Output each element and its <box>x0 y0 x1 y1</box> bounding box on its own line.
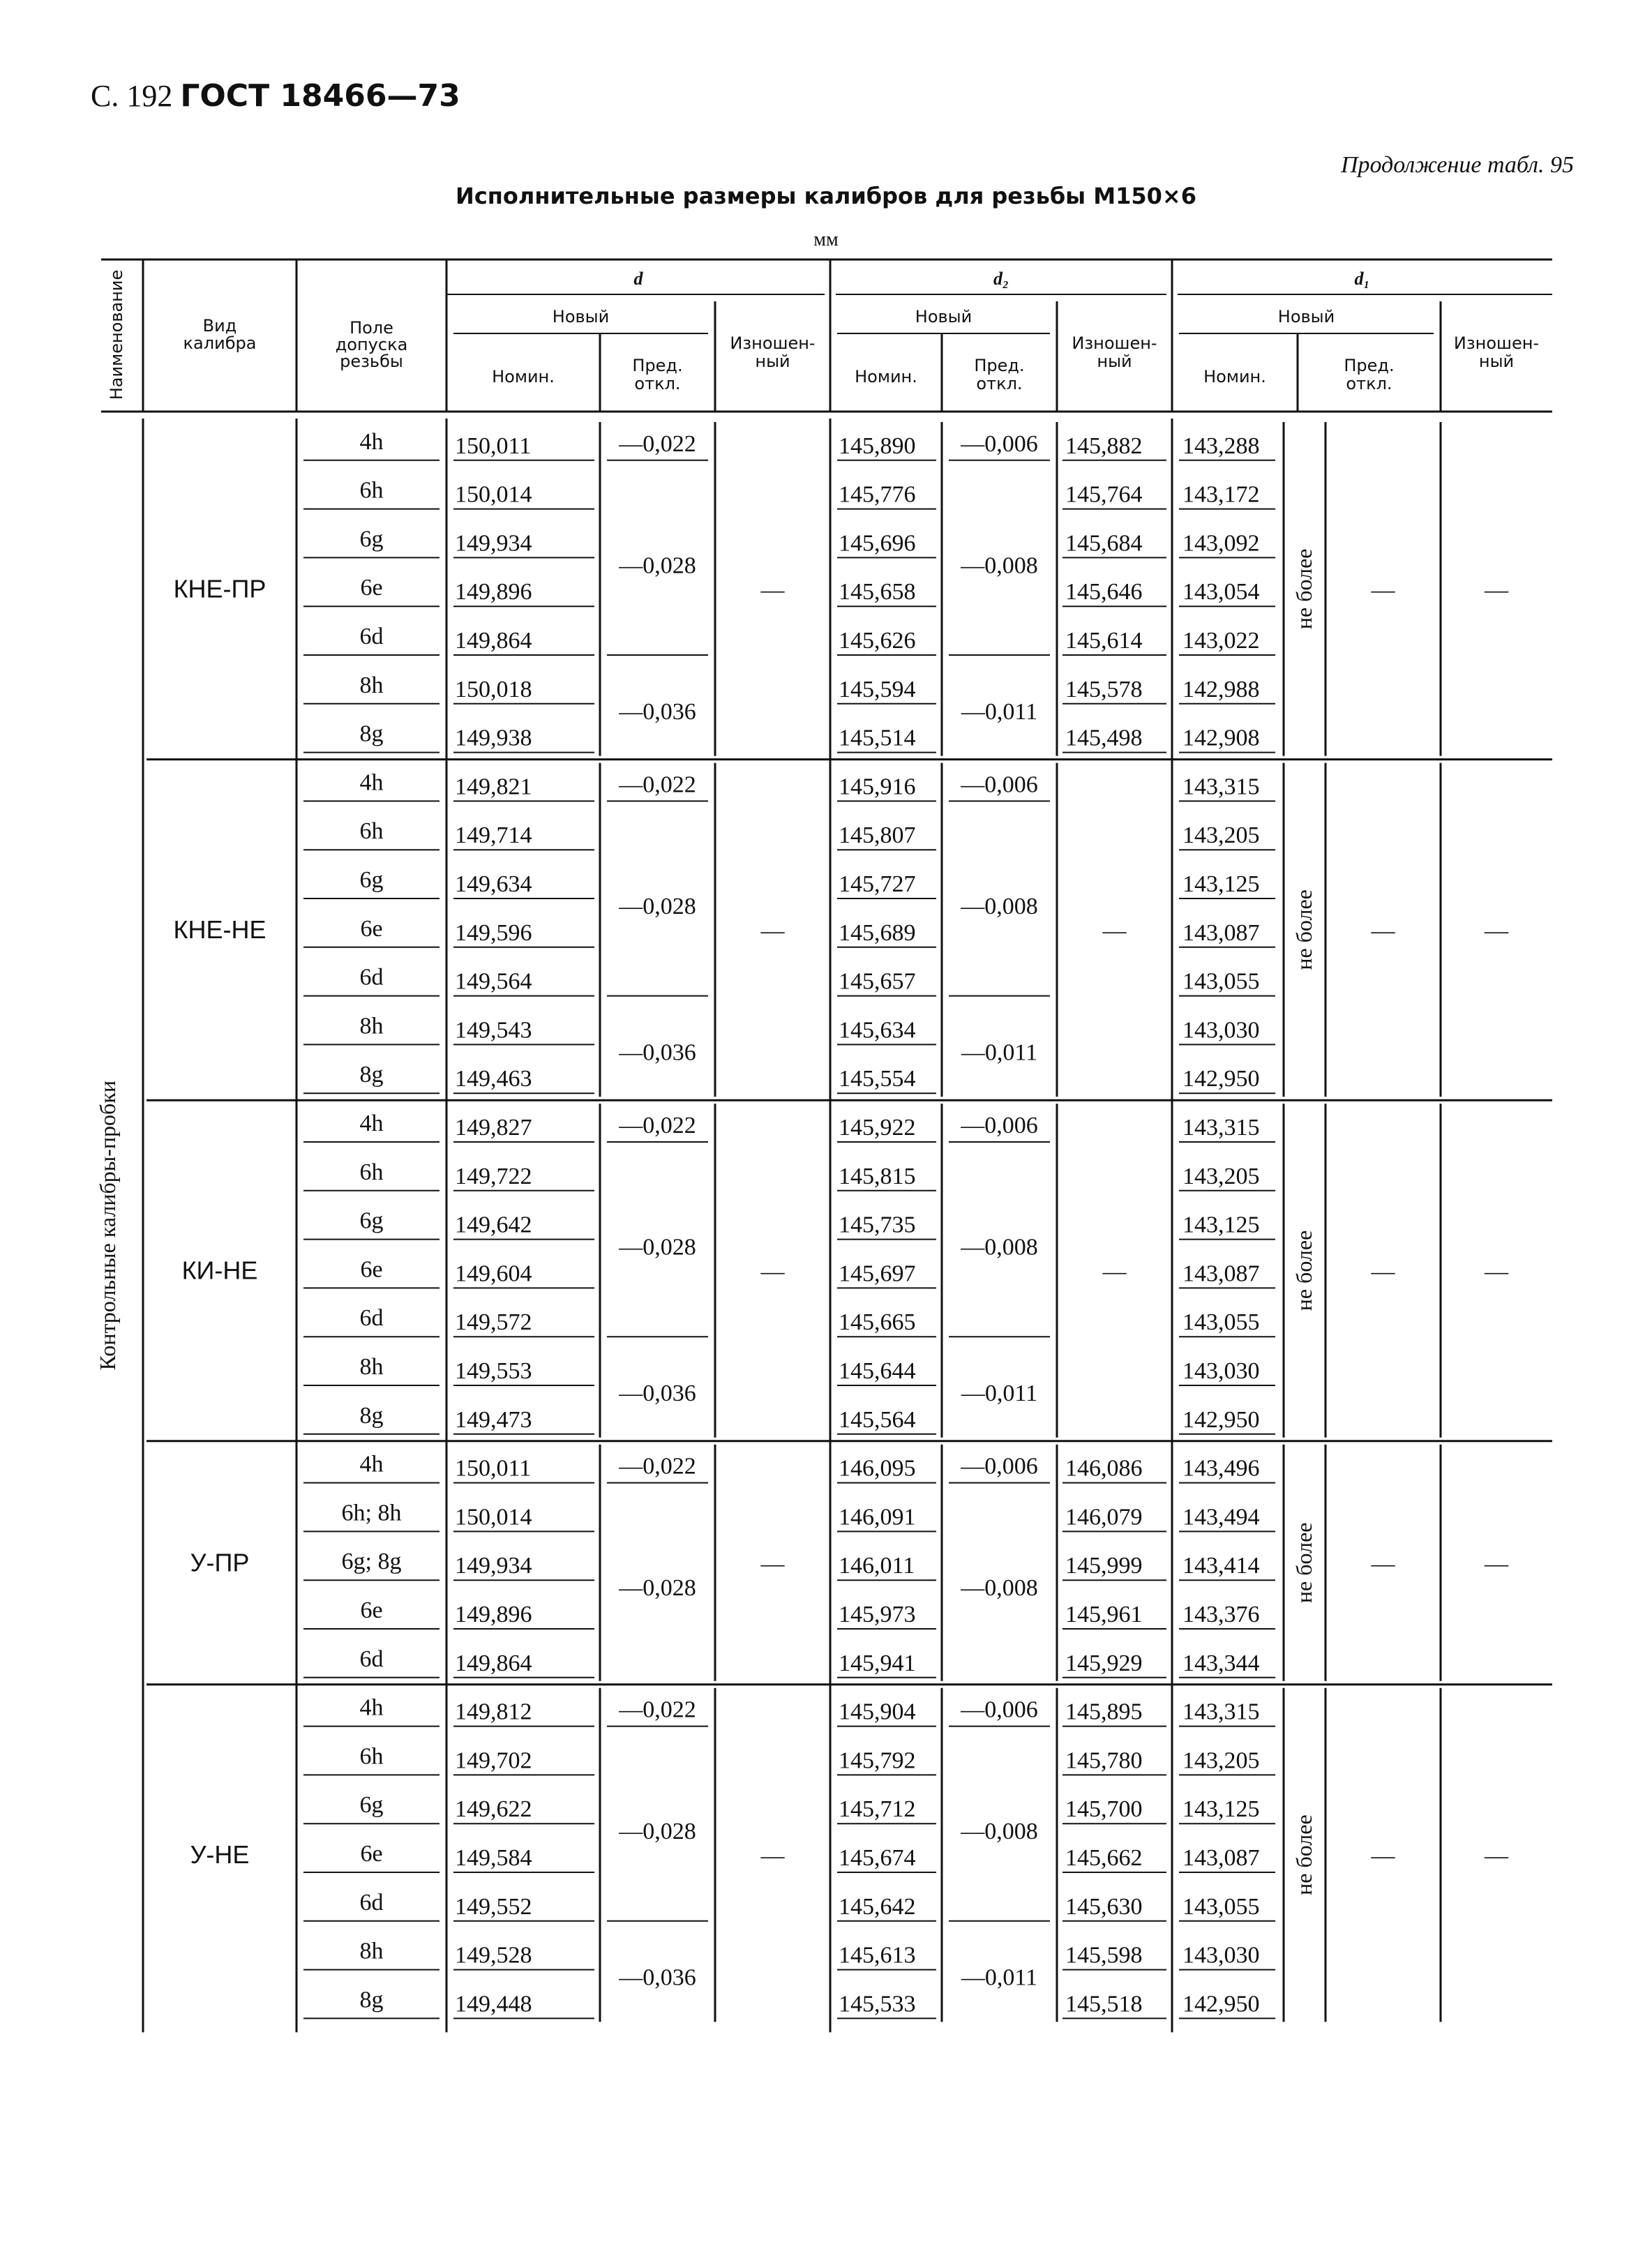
d-nominal: 149,812 <box>455 1699 532 1725</box>
d2-nominal: 145,642 <box>839 1893 916 1920</box>
d-nominal: 149,896 <box>455 1602 532 1627</box>
d2-nominal: 145,657 <box>839 968 916 995</box>
d-nominal: 149,463 <box>455 1066 532 1092</box>
gauge-name: У-НЕ <box>190 1840 250 1870</box>
tolerance-field: 6e <box>360 915 383 942</box>
tolerance-field: 6h <box>359 818 384 845</box>
header-d1: d₁ <box>1354 269 1370 289</box>
d-worn-dash: — <box>760 577 785 603</box>
d2-deviation: —0,011 <box>961 1964 1038 1991</box>
header-naimenovanie: Наименование <box>107 269 126 400</box>
d2-nominal: 145,665 <box>839 1309 916 1336</box>
header-pred: Пред. <box>1344 356 1395 375</box>
d2-nominal: 145,533 <box>839 1991 916 2017</box>
d2-nominal: 145,626 <box>839 628 916 654</box>
header-iznoshen: ный <box>755 352 790 371</box>
d-nominal: 149,827 <box>455 1115 532 1141</box>
header-pred: Пред. <box>974 356 1025 375</box>
d1-nominal: 143,030 <box>1182 1358 1260 1384</box>
d2-worn: 145,498 <box>1065 725 1143 751</box>
d2-deviation: —0,006 <box>961 1113 1038 1139</box>
d2-deviation: —0,011 <box>961 1039 1038 1066</box>
d1-nominal: 143,315 <box>1182 774 1260 800</box>
tolerance-field: 8g <box>359 721 384 747</box>
d1-nominal: 143,494 <box>1182 1504 1260 1530</box>
header-pred: откл. <box>634 374 681 393</box>
d2-nominal: 145,727 <box>839 871 916 897</box>
d1-deviation-dash: — <box>1371 1551 1395 1577</box>
d-worn-dash: — <box>760 917 785 944</box>
d2-nominal: 145,564 <box>839 1406 916 1433</box>
tolerance-field: 6d <box>359 1646 384 1672</box>
tolerance-field: 6d <box>359 1889 384 1916</box>
d2-nominal: 146,095 <box>839 1455 916 1482</box>
d2-worn: 145,999 <box>1065 1553 1143 1579</box>
d1-nominal: 143,288 <box>1182 433 1260 459</box>
d-nominal: 149,584 <box>455 1845 532 1871</box>
d1-worn-dash: — <box>1485 1258 1508 1285</box>
tolerance-field: 6e <box>360 1841 383 1867</box>
d2-nominal: 145,697 <box>839 1261 916 1287</box>
tolerance-field: 4h <box>359 1694 384 1721</box>
d1-deviation-dash: — <box>1371 577 1395 603</box>
tolerance-field: 8h <box>359 1938 384 1964</box>
tolerance-field: 6d <box>359 1305 384 1332</box>
d2-nominal: 145,658 <box>839 579 916 606</box>
d2-worn: 146,086 <box>1065 1455 1143 1482</box>
d-nominal: 149,934 <box>455 1553 532 1579</box>
d-worn-dash: — <box>760 1258 785 1285</box>
tolerance-field: 8g <box>359 1062 384 1088</box>
d2-nominal: 145,594 <box>839 676 916 702</box>
header-vid: калибра <box>183 333 257 353</box>
d2-deviation: —0,006 <box>961 430 1038 457</box>
d1-nominal: 142,950 <box>1182 1991 1260 2017</box>
d2-nominal: 145,807 <box>839 822 916 849</box>
d-nominal: 149,622 <box>455 1796 532 1823</box>
d-nominal: 149,564 <box>455 968 532 995</box>
d-nominal: 150,018 <box>455 676 532 702</box>
header-iznoshen: Изношен- <box>1072 333 1157 353</box>
d1-nominal: 143,205 <box>1182 822 1260 849</box>
d1-nominal: 143,315 <box>1182 1115 1260 1141</box>
d1-deviation-dash: — <box>1371 1843 1395 1870</box>
d1-nominal: 143,344 <box>1182 1650 1260 1676</box>
d2-deviation: —0,008 <box>961 894 1038 919</box>
gauge-name: У-ПР <box>190 1548 250 1577</box>
d-deviation: —0,022 <box>619 430 696 457</box>
d2-worn: 145,780 <box>1065 1747 1143 1774</box>
row-group-label: Контрольные калибры-пробки <box>95 1081 120 1371</box>
d-nominal: 149,934 <box>455 530 532 557</box>
d-worn-dash: — <box>760 1551 785 1577</box>
page-number: С. 192 <box>91 79 173 113</box>
tolerance-field: 8h <box>359 672 384 698</box>
d2-nominal: 145,792 <box>839 1747 916 1774</box>
d2-worn: 145,614 <box>1065 628 1143 654</box>
d1-worn-dash: — <box>1485 577 1508 603</box>
header-noviy: Новый <box>1277 307 1335 326</box>
d2-deviation: —0,011 <box>961 698 1038 725</box>
d1-worn-dash: — <box>1485 917 1508 944</box>
tolerance-field: 8g <box>359 1402 384 1429</box>
d1-nominal: 142,950 <box>1182 1066 1260 1092</box>
d2-deviation: —0,006 <box>961 1453 1038 1480</box>
d2-deviation: —0,011 <box>961 1381 1038 1406</box>
d2-nominal: 145,689 <box>839 919 916 946</box>
d2-deviation: —0,008 <box>961 1819 1038 1845</box>
tolerance-field: 6h <box>359 477 384 504</box>
d-nominal: 149,864 <box>455 1650 532 1676</box>
d2-worn: 145,630 <box>1065 1893 1143 1920</box>
d2-worn-dash: — <box>1102 917 1127 944</box>
tolerance-field: 6g <box>359 1208 384 1234</box>
d2-deviation: —0,008 <box>961 1575 1038 1602</box>
tolerance-field: 8h <box>359 1354 384 1380</box>
d-nominal: 149,634 <box>455 871 532 897</box>
d-nominal: 149,864 <box>455 628 532 654</box>
d-nominal: 150,014 <box>455 481 532 508</box>
d-deviation: —0,028 <box>619 1819 696 1845</box>
tolerance-field: 6e <box>360 1256 383 1283</box>
d1-deviation-dash: — <box>1371 917 1395 944</box>
d2-worn: 145,578 <box>1065 676 1143 702</box>
d2-worn: 145,961 <box>1065 1602 1143 1627</box>
d1-nominal: 143,125 <box>1182 1796 1260 1823</box>
d1-nominal: 143,054 <box>1182 579 1260 606</box>
d1-worn-dash: — <box>1485 1843 1508 1870</box>
header-pole: допуска <box>335 335 408 354</box>
header-iznoshen: Изношен- <box>730 333 816 353</box>
d2-nominal: 145,916 <box>839 774 916 800</box>
tolerance-field: 4h <box>359 769 384 796</box>
d1-nominal: 143,496 <box>1182 1455 1260 1482</box>
header-d: d <box>633 269 643 289</box>
d-deviation: —0,036 <box>619 698 696 725</box>
d-deviation: —0,028 <box>619 552 696 579</box>
tolerance-field: 8g <box>359 1987 384 2013</box>
d-deviation: —0,028 <box>619 1234 696 1261</box>
d-nominal: 149,473 <box>455 1406 532 1433</box>
tolerance-field: 6d <box>359 964 384 991</box>
d-nominal: 149,642 <box>455 1212 532 1238</box>
header-vid: Вид <box>202 316 237 336</box>
d2-nominal: 145,890 <box>839 433 916 459</box>
header-pole: Поле <box>350 318 393 338</box>
d1-nominal: 142,988 <box>1182 676 1260 702</box>
d2-nominal: 146,011 <box>839 1553 915 1579</box>
d1-nominal: 143,055 <box>1182 1309 1260 1336</box>
d2-worn: 146,079 <box>1065 1504 1143 1530</box>
tolerance-field: 6e <box>360 575 383 601</box>
tolerance-field: 4h <box>359 428 384 455</box>
d-deviation: —0,022 <box>619 1453 696 1480</box>
ne-bolee-note: не более <box>1291 548 1316 630</box>
d-deviation: —0,036 <box>619 1381 696 1406</box>
header-pred: Пред. <box>632 356 683 375</box>
table-title: Исполнительные размеры калибров для резьбы М150×6 <box>456 183 1196 209</box>
d2-nominal: 145,735 <box>839 1212 916 1238</box>
d-nominal: 149,528 <box>455 1942 532 1969</box>
d-deviation: —0,028 <box>619 894 696 919</box>
d2-worn: 145,518 <box>1065 1991 1143 2017</box>
header-d2: d₂ <box>993 269 1009 289</box>
d2-nominal: 145,776 <box>839 481 916 508</box>
tolerance-field: 6d <box>359 624 384 649</box>
d2-deviation: —0,006 <box>961 772 1038 798</box>
d-nominal: 149,552 <box>455 1893 532 1920</box>
d-deviation: —0,036 <box>619 1964 696 1991</box>
d1-nominal: 143,125 <box>1182 871 1260 897</box>
d-nominal: 149,821 <box>455 774 532 800</box>
header-iznoshen: ный <box>1478 352 1515 371</box>
header-iznoshen: Изношен- <box>1453 333 1540 353</box>
tolerance-field: 6g; 8g <box>341 1549 402 1575</box>
d1-nominal: 143,092 <box>1182 530 1260 557</box>
d2-nominal: 145,644 <box>839 1358 916 1384</box>
d2-nominal: 146,091 <box>839 1504 916 1530</box>
d-nominal: 149,702 <box>455 1747 532 1774</box>
d1-nominal: 143,172 <box>1182 481 1260 508</box>
d-deviation: —0,028 <box>619 1575 696 1602</box>
d2-nominal: 145,554 <box>839 1066 916 1092</box>
d-nominal: 149,604 <box>455 1261 532 1287</box>
d2-nominal: 145,674 <box>839 1845 916 1871</box>
ne-bolee-note: не более <box>1291 1814 1316 1895</box>
d2-deviation: —0,008 <box>961 552 1038 579</box>
gauge-name: КНЕ-ПР <box>173 574 266 603</box>
d-nominal: 149,543 <box>455 1017 532 1044</box>
d2-worn: 145,929 <box>1065 1650 1143 1676</box>
header-noviy: Новый <box>552 307 610 326</box>
d-nominal: 149,938 <box>455 725 532 751</box>
d2-nominal: 145,696 <box>839 530 916 557</box>
ne-bolee-note: не более <box>1291 1230 1316 1311</box>
d1-nominal: 143,022 <box>1182 628 1260 654</box>
header-pred: откл. <box>1346 374 1392 393</box>
d-nominal: 149,572 <box>455 1309 532 1336</box>
d-nominal: 150,014 <box>455 1504 532 1530</box>
d2-nominal: 145,815 <box>839 1163 916 1189</box>
d-nominal: 149,722 <box>455 1163 532 1189</box>
table-continuation: Продолжение табл. 95 <box>1340 152 1574 178</box>
d2-nominal: 145,904 <box>839 1699 916 1725</box>
d-nominal: 149,448 <box>455 1991 532 2017</box>
d2-worn: 145,662 <box>1065 1845 1143 1871</box>
d-nominal: 149,596 <box>455 919 532 946</box>
header-iznoshen: ный <box>1097 352 1132 371</box>
d2-deviation: —0,008 <box>961 1234 1038 1261</box>
d2-worn-dash: — <box>1102 1258 1127 1285</box>
d1-nominal: 142,950 <box>1182 1406 1260 1433</box>
d2-worn: 145,684 <box>1065 530 1143 557</box>
d1-deviation-dash: — <box>1371 1258 1395 1285</box>
d-nominal: 149,553 <box>455 1358 532 1384</box>
d-worn-dash: — <box>760 1843 785 1870</box>
d1-nominal: 143,087 <box>1182 919 1260 946</box>
d1-nominal: 142,908 <box>1182 725 1260 751</box>
d2-worn: 145,882 <box>1065 433 1143 459</box>
d1-nominal: 143,055 <box>1182 968 1260 995</box>
d1-nominal: 143,315 <box>1182 1699 1260 1725</box>
header-noviy: Новый <box>915 307 973 326</box>
d2-worn: 145,764 <box>1065 481 1143 508</box>
tolerance-field: 8h <box>359 1013 384 1039</box>
d2-deviation: —0,006 <box>961 1697 1038 1723</box>
d1-nominal: 143,205 <box>1182 1747 1260 1774</box>
d-deviation: —0,022 <box>619 772 696 798</box>
d2-worn: 145,700 <box>1065 1796 1143 1823</box>
d1-nominal: 143,125 <box>1182 1212 1260 1238</box>
d-deviation: —0,036 <box>619 1039 696 1066</box>
d1-nominal: 143,055 <box>1182 1893 1260 1920</box>
d-nominal: 150,011 <box>455 1455 532 1482</box>
tolerance-field: 4h <box>359 1451 384 1477</box>
d2-nominal: 145,634 <box>839 1017 916 1044</box>
tolerance-field: 6h <box>359 1743 384 1770</box>
ne-bolee-note: не более <box>1291 1522 1316 1604</box>
tolerance-field: 6g <box>359 1792 384 1819</box>
d2-nominal: 145,613 <box>839 1942 916 1969</box>
tolerance-field: 6h; 8h <box>341 1500 402 1526</box>
tolerance-field: 6g <box>359 867 384 893</box>
d2-worn: 145,598 <box>1065 1942 1143 1969</box>
d1-nominal: 143,205 <box>1182 1163 1260 1189</box>
unit-label: мм <box>813 229 839 250</box>
d1-nominal: 143,087 <box>1182 1845 1260 1871</box>
d1-worn-dash: — <box>1485 1551 1508 1577</box>
header-pred: откл. <box>976 374 1023 393</box>
ne-bolee-note: не более <box>1291 889 1316 970</box>
tolerance-field: 4h <box>359 1111 384 1136</box>
d1-nominal: 143,030 <box>1182 1942 1260 1969</box>
header-nomin: Номин. <box>855 367 917 386</box>
d1-nominal: 143,414 <box>1182 1553 1260 1579</box>
tolerance-field: 6g <box>359 526 384 552</box>
d2-nominal: 145,941 <box>839 1650 916 1676</box>
d2-nominal: 145,514 <box>839 725 916 751</box>
gauge-name: КНЕ-НЕ <box>173 915 266 944</box>
standard-number: ГОСТ 18466—73 <box>180 78 460 114</box>
d1-nominal: 143,087 <box>1182 1261 1260 1287</box>
d1-nominal: 143,030 <box>1182 1017 1260 1044</box>
gauge-name: КИ-НЕ <box>181 1256 258 1285</box>
header-pole: резьбы <box>340 352 403 371</box>
d2-worn: 145,646 <box>1065 579 1143 606</box>
d-deviation: —0,022 <box>619 1113 696 1139</box>
d2-nominal: 145,922 <box>839 1115 916 1141</box>
d2-nominal: 145,712 <box>839 1796 916 1823</box>
d2-nominal: 145,973 <box>839 1602 916 1627</box>
tolerance-field: 6h <box>359 1159 384 1185</box>
header-nomin: Номин. <box>1203 367 1266 386</box>
d-nominal: 149,714 <box>455 822 532 849</box>
tolerance-field: 6e <box>360 1597 383 1623</box>
header-nomin: Номин. <box>492 367 555 386</box>
d1-nominal: 143,376 <box>1182 1602 1260 1627</box>
d-nominal: 150,011 <box>455 433 532 459</box>
d-deviation: —0,022 <box>619 1697 696 1723</box>
d2-worn: 145,895 <box>1065 1699 1143 1725</box>
d-nominal: 149,896 <box>455 579 532 606</box>
